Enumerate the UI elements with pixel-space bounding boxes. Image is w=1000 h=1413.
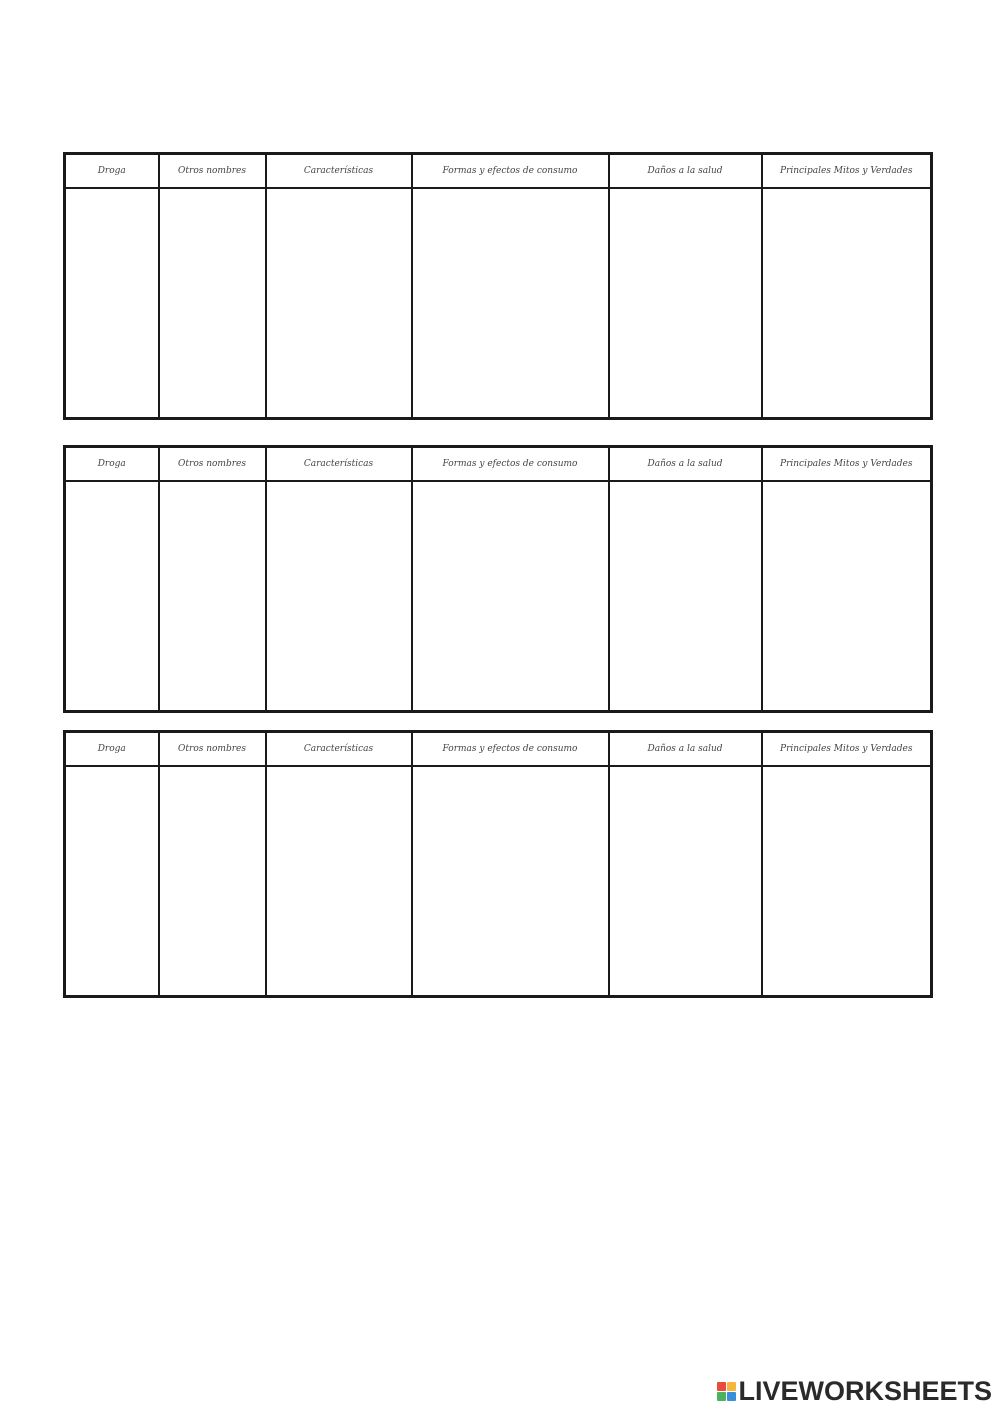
header-formas-efectos: Formas y efectos de consumo xyxy=(412,732,609,767)
table-header-row xyxy=(65,447,932,482)
answer-field[interactable] xyxy=(160,767,265,995)
cell-formas-efectos[interactable] xyxy=(412,481,609,712)
cell-droga[interactable] xyxy=(65,481,159,712)
cell-mitos-verdades[interactable] xyxy=(762,188,932,419)
answer-field[interactable] xyxy=(763,189,931,417)
cell-caracteristicas[interactable] xyxy=(266,188,412,419)
logo-square-red xyxy=(717,1382,726,1391)
header-danos-salud: Daños a la salud xyxy=(609,154,762,189)
answer-field[interactable] xyxy=(413,482,608,710)
header-otros-nombres: Otros nombres xyxy=(159,154,266,189)
header-mitos-verdades: Principales Mitos y Verdades xyxy=(762,154,932,189)
table-header-row xyxy=(65,154,932,189)
header-caracteristicas: Características xyxy=(266,154,412,189)
cell-formas-efectos[interactable] xyxy=(412,188,609,419)
liveworksheets-brand xyxy=(717,1378,992,1405)
answer-field[interactable] xyxy=(413,189,608,417)
cell-otros-nombres[interactable] xyxy=(159,188,266,419)
header-mitos-verdades: Principales Mitos y Verdades xyxy=(762,447,932,482)
cell-danos-salud[interactable] xyxy=(609,481,762,712)
logo-square-green xyxy=(717,1392,726,1401)
answer-field[interactable] xyxy=(763,767,931,995)
liveworksheets-logo-icon xyxy=(717,1382,736,1401)
cell-formas-efectos[interactable] xyxy=(412,766,609,997)
header-caracteristicas: Características xyxy=(266,447,412,482)
cell-danos-salud[interactable] xyxy=(609,766,762,997)
answer-field[interactable] xyxy=(610,189,761,417)
cell-mitos-verdades[interactable] xyxy=(762,766,932,997)
answer-field[interactable] xyxy=(66,482,158,710)
table-row xyxy=(65,766,932,997)
header-otros-nombres: Otros nombres xyxy=(159,732,266,767)
header-formas-efectos: Formas y efectos de consumo xyxy=(412,154,609,189)
header-droga: Droga xyxy=(65,732,159,767)
drug-table-3 xyxy=(63,730,933,998)
cell-droga[interactable] xyxy=(65,188,159,419)
answer-field[interactable] xyxy=(610,482,761,710)
header-droga: Droga xyxy=(65,447,159,482)
answer-field[interactable] xyxy=(413,767,608,995)
cell-caracteristicas[interactable] xyxy=(266,481,412,712)
answer-field[interactable] xyxy=(267,189,411,417)
logo-square-yellow xyxy=(727,1382,736,1391)
header-droga: Droga xyxy=(65,154,159,189)
answer-field[interactable] xyxy=(267,767,411,995)
cell-danos-salud[interactable] xyxy=(609,188,762,419)
answer-field[interactable] xyxy=(610,767,761,995)
cell-otros-nombres[interactable] xyxy=(159,766,266,997)
cell-otros-nombres[interactable] xyxy=(159,481,266,712)
cell-caracteristicas[interactable] xyxy=(266,766,412,997)
header-caracteristicas: Características xyxy=(266,732,412,767)
header-danos-salud: Daños a la salud xyxy=(609,732,762,767)
drug-table-1 xyxy=(63,152,933,420)
table-header-row xyxy=(65,732,932,767)
brand-name: LIVEWORKSHEETS xyxy=(738,1376,992,1406)
answer-field[interactable] xyxy=(267,482,411,710)
drug-table-2 xyxy=(63,445,933,713)
header-otros-nombres: Otros nombres xyxy=(159,447,266,482)
header-formas-efectos: Formas y efectos de consumo xyxy=(412,447,609,482)
answer-field[interactable] xyxy=(66,767,158,995)
answer-field[interactable] xyxy=(160,189,265,417)
header-danos-salud: Daños a la salud xyxy=(609,447,762,482)
cell-mitos-verdades[interactable] xyxy=(762,481,932,712)
answer-field[interactable] xyxy=(66,189,158,417)
answer-field[interactable] xyxy=(763,482,931,710)
logo-square-blue xyxy=(727,1392,736,1401)
cell-droga[interactable] xyxy=(65,766,159,997)
table-row xyxy=(65,481,932,712)
header-mitos-verdades: Principales Mitos y Verdades xyxy=(762,732,932,767)
table-row xyxy=(65,188,932,419)
answer-field[interactable] xyxy=(160,482,265,710)
